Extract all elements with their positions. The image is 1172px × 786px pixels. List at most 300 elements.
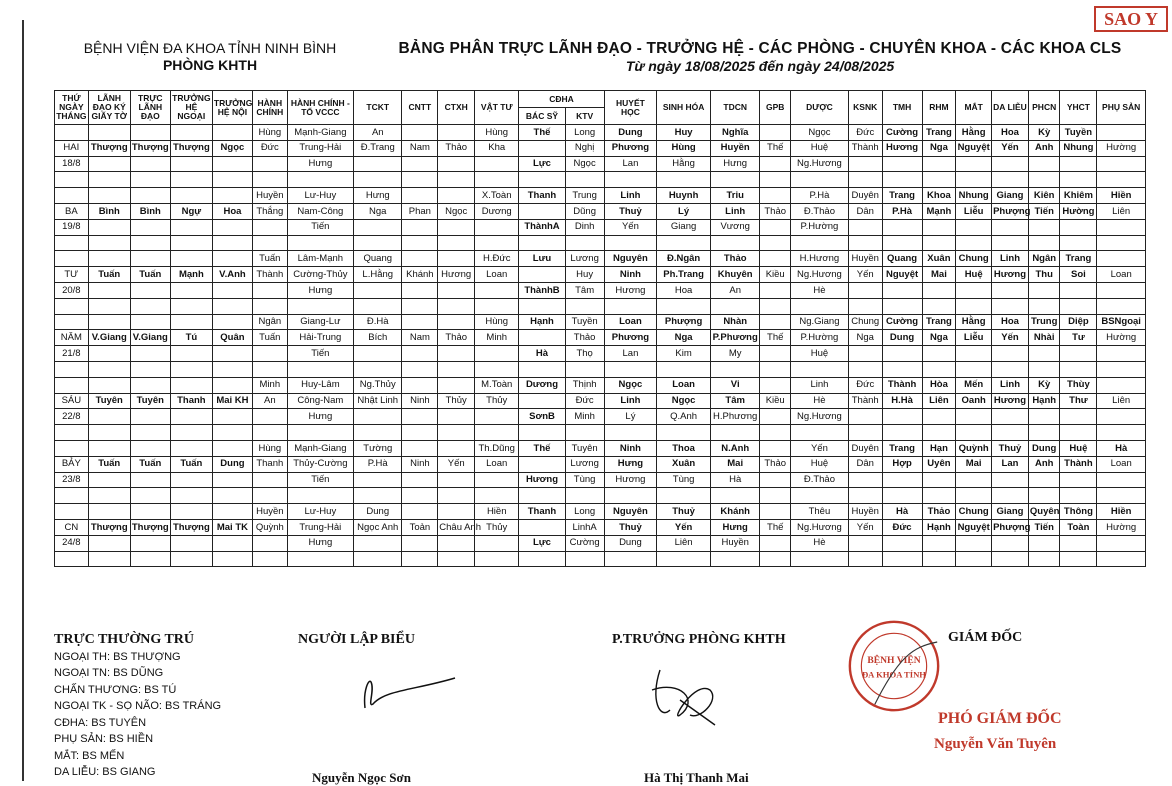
table-cell: Nguyên [604,251,657,267]
table-cell: Hưng [287,535,353,551]
director-title: GIÁM ĐỐC [948,630,1023,645]
table-cell: Quyên [1028,504,1060,520]
table-cell [475,488,519,504]
table-cell: Thủy [438,393,475,409]
table-cell [956,425,992,441]
table-cell: H.Phương [710,409,759,425]
table-cell: Kiều [760,267,791,283]
table-cell [657,172,711,188]
table-cell [710,361,759,377]
resident-duty-line: NGOẠI TK - SỌ NÃO: BS TRÁNG [54,700,222,712]
table-cell: Trung-Hải [287,519,353,535]
table-cell: Dũng [565,203,604,219]
table-row [55,361,1146,377]
table-cell: Dân [848,456,882,472]
table-cell: V.Giang [130,330,170,346]
table-cell [475,535,519,551]
table-cell: Cường [565,535,604,551]
table-cell [212,377,252,393]
table-cell: Yến [604,219,657,235]
table-cell: Hiền [1097,504,1146,520]
table-cell [848,425,882,441]
column-header: HÀNH CHÍNH [252,91,287,125]
table-cell [956,219,992,235]
table-cell: Mai [956,456,992,472]
table-cell [252,219,287,235]
table-cell [1028,156,1060,172]
table-cell [130,472,170,488]
table-cell: Phương [604,330,657,346]
department-name: PHÒNG KHTH [162,57,258,73]
table-cell: Thùy [1060,377,1097,393]
table-cell: Duyên [848,440,882,456]
day-cell: SÁU [55,393,89,409]
table-cell [170,472,212,488]
table-cell [956,409,992,425]
table-cell [212,235,252,251]
table-cell [354,409,402,425]
table-cell [170,535,212,551]
table-cell [848,156,882,172]
table-cell [170,361,212,377]
table-cell [402,172,438,188]
table-cell [475,551,519,567]
table-cell: Thành [882,377,922,393]
table-cell [354,172,402,188]
table-cell [882,488,922,504]
table-cell: Nhài [1028,330,1060,346]
table-cell: Hương [604,282,657,298]
table-cell: Tiến [287,219,353,235]
table-cell: Hằng [956,125,992,141]
table-cell: Hường [1097,330,1146,346]
table-cell: Lâm-Mạnh [287,251,353,267]
table-cell [922,409,956,425]
table-cell: Đ.Hà [354,314,402,330]
table-cell: Anh [1028,456,1060,472]
table-cell: Thế [519,440,565,456]
table-cell [88,298,130,314]
table-cell: Dung [1028,440,1060,456]
table-cell: Nga [922,140,956,156]
table-row [55,172,1146,188]
table-cell: X.Toàn [475,188,519,204]
table-cell: Trang [922,314,956,330]
table-cell [88,440,130,456]
day-cell [55,488,89,504]
table-cell: Khoa [922,188,956,204]
day-cell [55,440,89,456]
resident-duty-line: PHỤ SẢN: BS HIỀN [54,733,154,745]
table-cell: Tuyền [565,314,604,330]
table-cell [354,298,402,314]
table-cell [88,282,130,298]
table-cell [922,488,956,504]
table-cell: Minh [475,330,519,346]
day-cell: 18/8 [55,156,89,172]
table-cell: Mạnh [170,267,212,283]
table-cell: Nam [402,140,438,156]
table-cell: Toàn [1060,519,1097,535]
table-cell [519,488,565,504]
table-cell [130,377,170,393]
table-cell [922,361,956,377]
table-cell [212,156,252,172]
table-cell: P.Phương [710,330,759,346]
table-cell [956,156,992,172]
table-cell: Kim [657,346,711,362]
table-cell: Long [565,504,604,520]
table-row [55,188,1146,204]
table-cell [88,156,130,172]
table-cell: Cường-Thủy [287,267,353,283]
table-cell: Uyên [922,456,956,472]
table-row [55,219,1146,235]
table-cell [170,298,212,314]
table-cell: Hà [710,472,759,488]
table-cell: Thượng [170,519,212,535]
table-cell: Đ.Ngân [657,251,711,267]
table-cell [402,361,438,377]
table-cell [130,251,170,267]
table-cell: Hạnh [1028,393,1060,409]
table-cell: Xuân [922,251,956,267]
table-cell [760,235,791,251]
table-cell: Đức [565,393,604,409]
table-cell [760,156,791,172]
table-cell [1097,535,1146,551]
table-cell [519,425,565,441]
table-cell: Mai TK [212,519,252,535]
table-cell: Yến [992,330,1029,346]
table-cell: Mai [922,267,956,283]
table-cell: V.Anh [212,267,252,283]
table-cell [252,298,287,314]
table-cell [475,425,519,441]
table-cell: Hà [1097,440,1146,456]
table-cell [212,188,252,204]
table-cell: Hạnh [519,314,565,330]
table-cell: Hưng [287,156,353,172]
table-cell [1097,361,1146,377]
table-cell: Liễu [956,203,992,219]
table-cell: Tâm [565,282,604,298]
table-cell: An [354,125,402,141]
vice-director-title: PHÓ GIÁM ĐỐC [938,710,1062,727]
table-cell: Hiền [1097,188,1146,204]
table-cell: Hợp [882,456,922,472]
table-cell [848,346,882,362]
column-header: TMH [882,91,922,125]
table-cell: Hương [882,140,922,156]
day-cell [55,361,89,377]
table-cell [519,203,565,219]
table-cell: Nam [402,330,438,346]
table-cell: Loan [475,267,519,283]
table-cell [475,219,519,235]
table-cell: Kha [475,140,519,156]
table-cell [604,298,657,314]
table-cell [130,551,170,567]
table-cell [992,535,1029,551]
table-row [55,235,1146,251]
table-cell [1097,156,1146,172]
table-cell [287,488,353,504]
table-cell: Linh [992,251,1029,267]
table-cell: Hường [1097,519,1146,535]
table-cell [519,519,565,535]
table-cell [760,472,791,488]
table-cell: Thế [519,125,565,141]
table-cell: Hưng [287,409,353,425]
table-cell [1028,535,1060,551]
column-header: HUYẾT HỌC [604,91,657,125]
table-cell: Tú [170,330,212,346]
column-header: MẮT [956,91,992,125]
table-cell [956,298,992,314]
table-cell: Kỳ [1028,125,1060,141]
table-cell [519,393,565,409]
table-cell: Thuỷ [992,440,1029,456]
table-cell: Triu [710,188,759,204]
table-cell: Huệ [790,346,848,362]
table-cell [438,188,475,204]
column-header: SINH HÓA [657,91,711,125]
table-cell: Linh [710,203,759,219]
table-cell: Tâm [710,393,759,409]
table-cell [956,282,992,298]
table-cell: Thảo [438,140,475,156]
table-cell [992,298,1029,314]
day-cell: NĂM [55,330,89,346]
table-cell: Ninh [604,440,657,456]
table-cell [438,472,475,488]
day-cell: BẢY [55,456,89,472]
table-cell [88,219,130,235]
table-cell [882,472,922,488]
column-header: YHCT [1060,91,1097,125]
table-cell [760,188,791,204]
table-cell: Thu [1028,267,1060,283]
table-cell [760,298,791,314]
table-cell [212,282,252,298]
table-cell [88,535,130,551]
table-cell: Hè [790,535,848,551]
table-cell: Thịnh [565,377,604,393]
table-cell [1060,346,1097,362]
table-cell: Đức [848,377,882,393]
table-cell: Nguyệt [956,519,992,535]
table-cell [710,488,759,504]
table-cell [475,472,519,488]
table-cell: Hưng [710,156,759,172]
column-header: PHCN [1028,91,1060,125]
table-cell: Thảo [438,330,475,346]
table-cell: Tuyên [130,393,170,409]
table-cell [1060,535,1097,551]
table-cell [848,535,882,551]
table-cell: Thuỷ [604,203,657,219]
table-cell [760,314,791,330]
table-cell [604,172,657,188]
column-header-sub: KTV [565,108,604,125]
table-cell [402,125,438,141]
table-cell: Đức [848,125,882,141]
svg-text:BỆNH VIỆN: BỆNH VIỆN [867,655,921,667]
table-cell [565,488,604,504]
table-cell [170,440,212,456]
table-cell [438,440,475,456]
table-cell: Lý [657,203,711,219]
table-cell [170,251,212,267]
table-cell: Phương [604,140,657,156]
table-cell [438,409,475,425]
table-cell [1060,298,1097,314]
table-cell [88,409,130,425]
table-cell [130,346,170,362]
table-cell: Trang [882,188,922,204]
table-cell: Dinh [565,219,604,235]
table-cell [519,330,565,346]
table-cell: P.Hường [790,330,848,346]
table-cell: Tuyên [565,440,604,456]
table-cell: H.Hà [882,393,922,409]
column-header: PHỤ SẢN [1097,91,1146,125]
table-cell [657,298,711,314]
table-cell: Thanh [170,393,212,409]
table-row [55,156,1146,172]
resident-duty-line: NGOẠI TN: BS DŨNG [54,667,164,679]
table-cell [992,235,1029,251]
column-header: CTXH [438,91,475,125]
table-cell: Tiến [287,346,353,362]
table-cell [212,172,252,188]
table-cell [212,314,252,330]
table-cell [760,125,791,141]
table-cell: Ng.Hương [790,267,848,283]
table-cell [1097,425,1146,441]
table-cell: Tường [354,440,402,456]
table-cell [519,361,565,377]
table-cell: Mai [710,456,759,472]
table-cell [848,172,882,188]
table-cell [519,267,565,283]
table-cell [287,172,353,188]
table-cell: Thượng [88,519,130,535]
table-cell [1097,346,1146,362]
table-cell [438,425,475,441]
table-cell: Trang [882,440,922,456]
table-cell: Mạnh-Giang [287,125,353,141]
table-cell [402,219,438,235]
table-cell [212,251,252,267]
table-cell: Hòa [922,377,956,393]
table-cell [130,172,170,188]
table-cell: Huyền [252,188,287,204]
table-cell: Ninh [402,393,438,409]
table-cell [1060,488,1097,504]
table-cell [475,235,519,251]
table-cell [438,504,475,520]
table-cell [848,488,882,504]
table-cell: Quỳnh [252,519,287,535]
document-date-range: Từ ngày 18/08/2025 đến ngày 24/08/2025 [625,58,895,74]
table-cell [354,346,402,362]
table-cell [1060,361,1097,377]
table-cell: Thêu [790,504,848,520]
table-cell [354,425,402,441]
table-cell [760,346,791,362]
table-cell [212,125,252,141]
table-cell: Loan [604,314,657,330]
table-cell [519,456,565,472]
table-cell [604,488,657,504]
table-cell: Nhàn [710,314,759,330]
hospital-name: BỆNH VIỆN ĐA KHOA TỈNH NINH BÌNH [83,40,337,56]
table-cell [790,551,848,567]
table-cell: Hường [1097,140,1146,156]
table-cell: Huệ [790,140,848,156]
table-cell: Thoa [657,440,711,456]
table-cell [922,425,956,441]
table-cell: Lý [604,409,657,425]
table-cell: N.Anh [710,440,759,456]
table-cell: Ngân [1028,251,1060,267]
table-cell [475,156,519,172]
preparer-signature [355,660,465,720]
table-cell: Oanh [956,393,992,409]
table-cell: H.Đức [475,251,519,267]
table-cell: Đ.Thảo [790,203,848,219]
table-cell: Thảo [760,456,791,472]
table-cell [212,361,252,377]
table-cell: Tuấn [130,267,170,283]
table-cell: Thủy [475,519,519,535]
table-cell: Tuấn [252,251,287,267]
table-cell: Nguyên [604,504,657,520]
document-title: BẢNG PHÂN TRỰC LÃNH ĐẠO - TRƯỞNG HỆ - CÁC PHÒNG - CHUYÊN KHOA - CÁC KHOA CLS [398,40,1122,57]
table-cell: Lư-Huy [287,188,353,204]
table-cell: Thọ [565,346,604,362]
table-cell [882,219,922,235]
table-cell: Phượng [657,314,711,330]
table-cell: Linh [604,393,657,409]
table-cell [1060,235,1097,251]
table-cell: Tiến [1028,203,1060,219]
table-cell [604,551,657,567]
table-cell [956,346,992,362]
day-cell [55,172,89,188]
table-cell [1097,282,1146,298]
table-cell: Huyền [848,504,882,520]
table-cell [170,125,212,141]
table-cell [956,235,992,251]
table-cell [710,425,759,441]
table-cell: Ngân [252,314,287,330]
table-cell: An [710,282,759,298]
resident-duty-line: NGOẠI TH: BS THƯỢNG [54,650,181,663]
table-cell [438,251,475,267]
table-cell: Nga [657,330,711,346]
table-cell: Liên [657,535,711,551]
table-cell: Lực [519,535,565,551]
table-cell [438,551,475,567]
table-cell [882,298,922,314]
table-cell [882,409,922,425]
table-cell: Chung [956,504,992,520]
day-cell [55,377,89,393]
table-cell: Tùng [565,472,604,488]
